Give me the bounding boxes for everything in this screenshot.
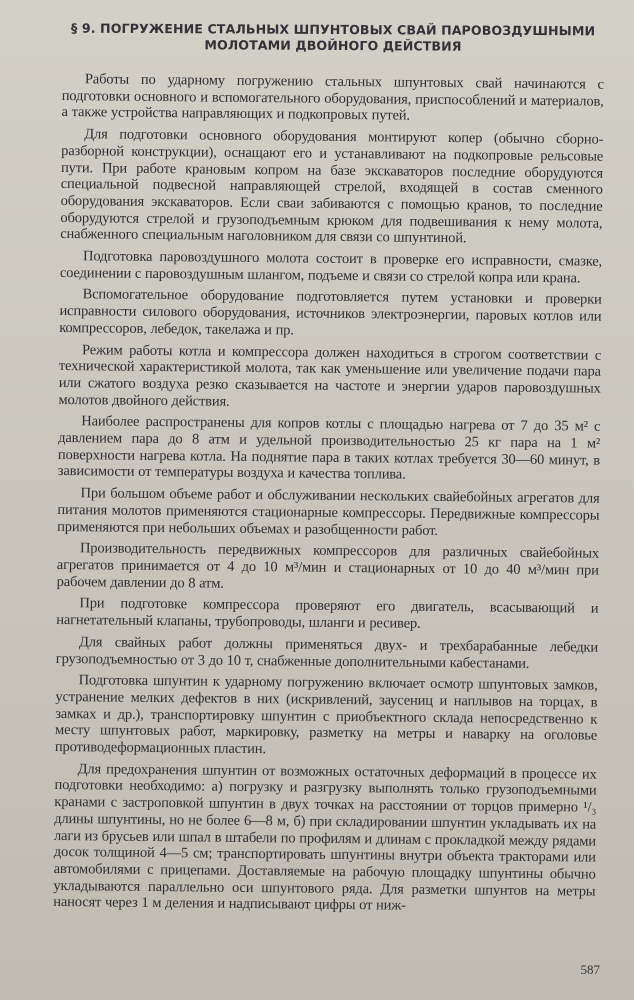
paragraph-compressors: При большом объеме работ и обслуживании нескольких свайебойных агрегатов для питания молотов применяются стационарные компрессоры. Передвижные компрессоры применяются при небольших объемах и разобщенности работ.: [57, 485, 600, 539]
page-number: 587: [580, 962, 600, 977]
paragraph-compressor-output: Производительность передвижных компрессоров для различных свайебойных агрегатов принимается от 4 до 10 м³/мин и стационарных от 10 до 40 м³/мин при рабочем давлении до 8 атм.: [56, 540, 600, 592]
paragraph-boiler-mode: Режим работы котла и компрессора должен находиться в строгом соответствии с технической характеристикой молота, так как уменьшение или увеличение подачи пара или сжатого воздуха резко сказывается на частоте и энергии ударов паровоздушных молотов двойного действия.: [58, 341, 602, 410]
section-heading-line-2: МОЛОТАМИ ДВОЙНОГО ДЕЙСТВИЯ: [204, 37, 462, 54]
paragraph-intro: Работы по ударному погружению стальных шпунтовых свай начинаются с подготовки основного и вспомогательного оборудования, приспособлений и материалов, а также устройства направляющих и подкопровых путей.: [61, 71, 604, 125]
paragraph-aux-equipment: Вспомогательное оборудование подготовляется путем установки и проверки исправности силового оборудования, источников электроэнергии, паровых котлов или компрессоров, лебедок, такелажа и пр.: [59, 286, 602, 339]
paragraph-sheet-pile-prep: Подготовка шпунтин к ударному погружению включает осмотр шпунтовых замков, устранение мелких дефектов в них (искривлений, заусениц и наплывов на торцах, в замках и др.), транспортировку шпунтин с приобъектного склада непосредственно к месту шпунтовых работ, маркировку, разметку на метры и наварку на оголовье противодеформационных пластин.: [54, 672, 598, 758]
body-text: [53, 71, 604, 917]
paragraph-boilers: Наиболее распространены для копров котлы с площадью нагрева от 7 до 35 м² с давлением пара до 8 атм и удельной производительностью 25 кг пара на 1 м² поверхности нагрева котла. На поднятие пара в таких котлах требуется 30—60 минут, в зависимости от температуры воздуха и качества топлива.: [57, 413, 601, 484]
section-heading-line-1: § 9. ПОГРУЖЕНИЕ СТАЛЬНЫХ ШПУНТОВЫХ СВАЙ ПАРОВОЗДУШНЫМИ: [70, 20, 596, 39]
section-heading: [62, 21, 604, 56]
paragraph-main-equipment: Для подготовки основного оборудования монтируют копер (обычно сборно-разборной конструкции), оснащают его и устанавливают на подкопровые рельсовые пути. При работе крановым копром на базе экскаваторов последние оборудуются специальной подвесной направляющей стрелой, входящей в состав сменного оборудования экскаваторов. Если сваи забиваются с помощью кранов, то последние оборудуются стрелой и грузоподъемным крюком для подвешивания к нему молота, снабженного специальным наголовником для связи со шпунтиной.: [60, 126, 604, 247]
paragraph-winches: Для свайных работ должны применяться двух- и трехбарабанные лебедки грузоподъемностью от 3 до 10 т, снабженные дополнительными кабестанами.: [55, 634, 599, 672]
paragraph-hammer-prep: Подготовка паровоздушного молота состоит в проверке его исправности, смазке, соединении с паровоздушным шлангом, подъеме и связи со стрелой копра или крана.: [59, 248, 603, 287]
paragraph-deformation: Для предохранения шпунтин от возможных остаточных деформаций в процессе их подготовки необходимо: а) погрузку и разгрузку выполнять только грузоподъемными кранами с застроповкой шпунтин в двух точках на расстоянии от торцов примерно ¹/₃ длины шпунтины, но не более 6—8 м, б) при складировании шпунтин укладывать их на лаги из брусьев или шпал в штабели по профилям и длинам с прокладкой между рядами досок толщиной 4—5 см; транспортировать шпунтины внутри объекта тракторами или автомобилями с прицепами. Доставляемые на рабочую площадку шпунтины обычно укладываются параллельно оси шпунтового ряда. Для разметки шпунтов на метры наносят через 1 м деления и надписывают цифры от ниж-: [53, 760, 597, 914]
paragraph-compressor-check: При подготовке компрессора проверяют его двигатель, всасывающий и нагнетательный клапаны, трубопроводы, шланги и ресивер.: [56, 595, 599, 632]
